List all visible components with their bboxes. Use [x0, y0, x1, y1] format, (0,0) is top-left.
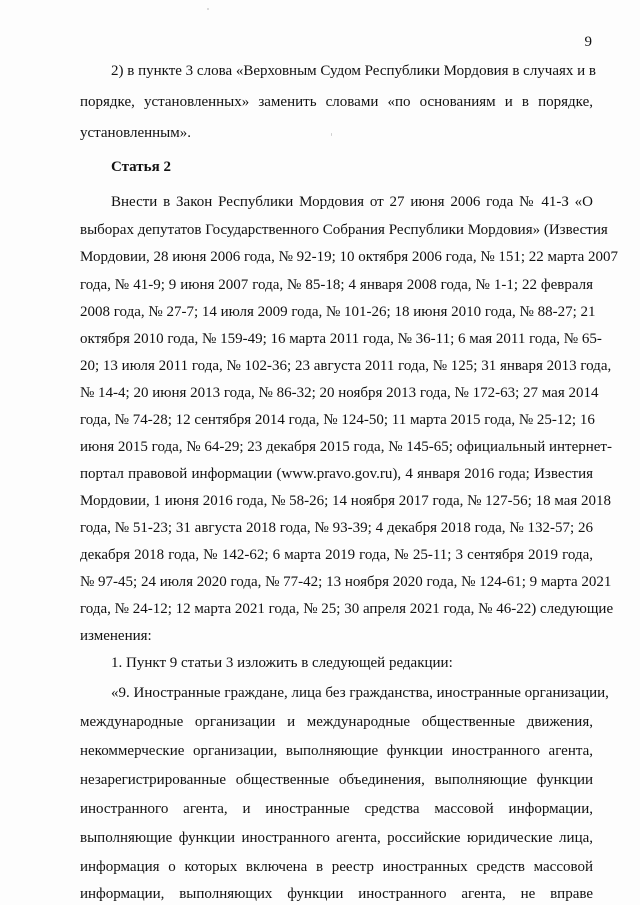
text-line: июня 2015 года, № 64-29; 23 декабря 2015 года, № 145-65; официальный интернет- — [80, 439, 612, 455]
text-line: года, № 51-23; 31 августа 2018 года, № 93-39; 4 декабря 2018 года, № 132-57; 26 — [80, 520, 593, 536]
page-number: 9 — [584, 34, 592, 50]
text-line: октября 2010 года, № 159-49; 16 марта 2011 года, № 36-11; 6 мая 2011 года, № 65- — [80, 331, 602, 347]
text-line: информация о которых включена в реестр иностранных средств массовой — [80, 859, 593, 875]
text-line: «9. Иностранные граждане, лица без гражданства, иностранные организации, — [111, 685, 609, 701]
text-line: некоммерческие организации, выполняющие функции иностранного агента, — [80, 743, 593, 759]
text-line: года, № 41-9; 9 июня 2007 года, № 85-18; 4 января 2008 года, № 1-1; 22 февраля — [80, 277, 593, 293]
text-line: 20; 13 июля 2011 года, № 102-36; 23 августа 2011 года, № 125; 31 января 2013 года, — [80, 358, 612, 374]
text-line: информации, выполняющих функции иностранного агента, не вправе — [80, 886, 593, 902]
text-line: портал правовой информации (www.pravo.gov.ru), 4 января 2016 года; Известия — [80, 466, 593, 482]
text-line: иностранного агента, и иностранные средства массовой информации, — [80, 801, 593, 817]
text-line: установленным». — [80, 125, 191, 141]
text-line: изменения: — [80, 628, 152, 644]
text-line: порядке, установленных» заменить словами «по основаниям и в порядке, — [80, 94, 593, 110]
text-line: 2008 года, № 27-7; 14 июля 2009 года, № 101-26; 18 июня 2010 года, № 88-27; 21 — [80, 304, 596, 320]
text-line: Внести в Закон Республики Мордовия от 27 июня 2006 года № 41-З «О — [111, 194, 593, 210]
scan-speck — [331, 133, 332, 136]
text-line: выполняющие функции иностранного агента, российские юридические лица, — [80, 830, 593, 846]
text-line: года, № 24-12; 12 марта 2021 года, № 25; 30 апреля 2021 года, № 46-22) следующие — [80, 601, 614, 617]
text-line: международные организации и международные общественные движения, — [80, 714, 593, 730]
text-line: декабря 2018 года, № 142-62; 6 марта 2019 года, № 25-11; 3 сентября 2019 года, — [80, 547, 593, 563]
text-line: № 14-4; 20 июня 2013 года, № 86-32; 20 ноября 2013 года, № 172-63; 27 мая 2014 — [80, 385, 599, 401]
scan-speck — [207, 8, 209, 10]
text-line: незарегистрированные общественные объединения, выполняющие функции — [80, 772, 593, 788]
text-line: года, № 74-28; 12 сентября 2014 года, № 124-50; 11 марта 2015 года, № 25-12; 16 — [80, 412, 595, 428]
text-line: Мордовии, 1 июня 2016 года, № 58-26; 14 ноября 2017 года, № 127-56; 18 мая 2018 — [80, 493, 612, 509]
text-line: № 97-45; 24 июля 2020 года, № 77-42; 13 ноября 2020 года, № 124-61; 9 марта 2021 — [80, 574, 612, 590]
text-line: выборах депутатов Государственного Собрания Республики Мордовия» (Известия — [80, 222, 608, 238]
list-item-heading: 1. Пункт 9 статьи 3 изложить в следующей редакции: — [111, 655, 453, 671]
article-heading: Статья 2 — [111, 159, 171, 175]
text-line: 2) в пункте 3 слова «Верховным Судом Республики Мордовия в случаях и в — [111, 63, 597, 79]
text-line: Мордовии, 28 июня 2006 года, № 92-19; 10 октября 2006 года, № 151; 22 марта 2007 — [80, 249, 619, 265]
